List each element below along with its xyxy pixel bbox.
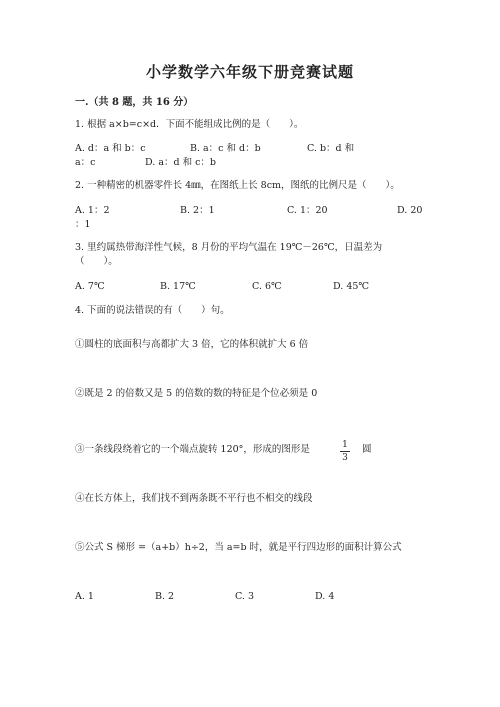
question-4-statement-3: ③一条线段绕着它的一个端点旋转 120°，形成的图形是 [75,444,310,455]
question-3-stem-line-1: 3. 里约属热带海洋性气候，8 月份的平均气温在 19℃－26℃，日温差为 [75,242,383,253]
question-3-option-a: A. 7℃ [75,281,105,292]
question-2-option-a: A. 1：2 [75,205,110,216]
question-1-option-c-cont: a：c [75,157,96,168]
question-2-option-d: D. 20 [397,205,423,216]
question-4-statement-5: ⑤公式 S 梯形 =（a+b）h÷2，当 a=b 时，就是平行四边形的面积计算公式 [75,542,402,553]
question-4-option-a: A. 1 [75,591,94,602]
question-2-option-d-cont: ：1 [75,219,91,230]
section-heading: 一.（共 8 题，共 16 分） [75,97,194,108]
fraction-denominator: 3 [342,453,348,463]
question-3-option-d: D. 45℃ [333,281,370,292]
question-4-option-d: D. 4 [315,591,335,602]
question-1-option-d: D. a：d 和 c：b [145,157,217,168]
question-4-statement-3-end: 圆 [362,444,372,455]
question-1-option-c: C. b：d 和 [307,143,355,154]
question-3-stem-line-2: （ ）。 [75,256,118,267]
question-4-statement-1: ①圆柱的底面积与高都扩大 3 倍，它的体积就扩大 6 倍 [75,339,309,350]
fraction-numerator: 1 [340,440,350,452]
question-3-option-c: C. 6℃ [252,281,282,292]
question-2-option-b: B. 2：1 [180,205,215,216]
question-4-statement-4: ④在长方体上，我们找不到两条既不平行也不相交的线段 [75,493,313,504]
question-3-option-b: B. 17℃ [160,281,196,292]
question-1-stem: 1. 根据 a×b=c×d．下面不能组成比例的是（ ）。 [75,119,304,130]
question-4-statement-2: ②既是 2 的倍数又是 5 的倍数的数的特征是个位必须是 0 [75,388,318,399]
question-4-stem: 4. 下面的说法错误的有（ ）句。 [75,305,230,316]
question-4-option-b: B. 2 [155,591,175,602]
question-2-stem: 2. 一种精密的机器零件长 4㎜，在图纸上长 8cm，图纸的比例尺是（ ）。 [75,180,400,191]
question-1-option-b: B. a：c 和 d：b [190,143,261,154]
question-4-option-c: C. 3 [235,591,255,602]
question-2-option-c: C. 1：20 [287,205,328,216]
page-title: 小学数学六年级下册竞赛试题 [145,63,354,81]
question-1-option-a: A. d：a 和 b：c [75,143,146,154]
fraction-one-third [340,440,350,463]
